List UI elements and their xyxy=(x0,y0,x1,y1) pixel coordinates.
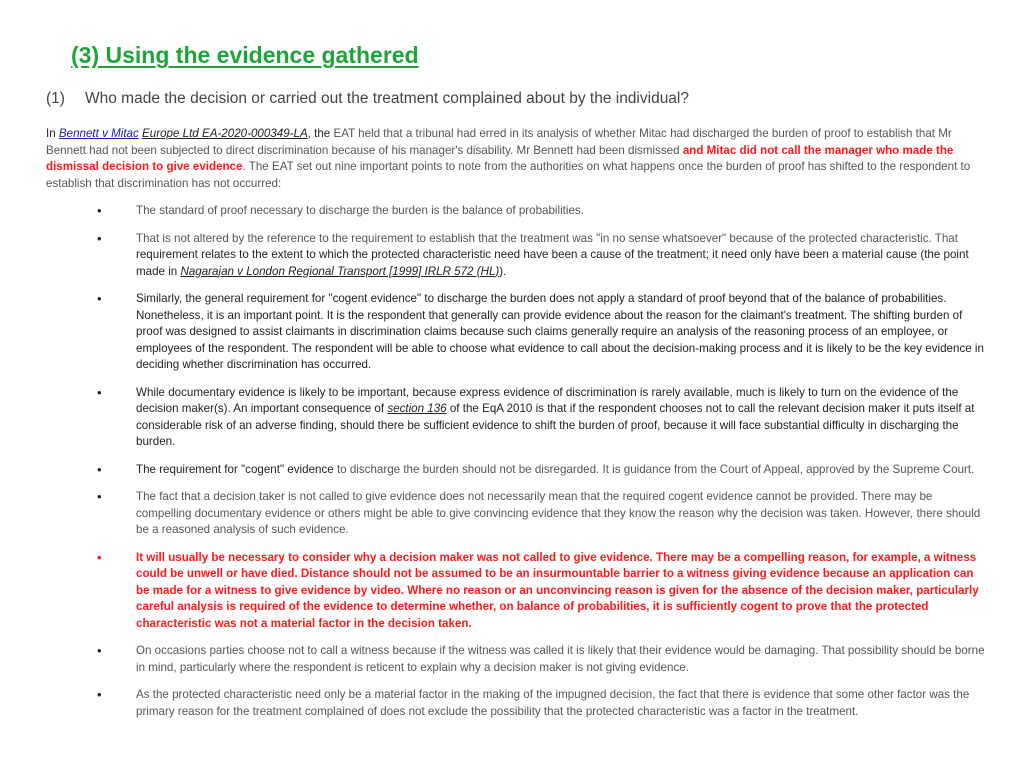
bullet-text-end: ). xyxy=(499,264,507,278)
bullet-icon: • xyxy=(97,643,102,658)
list-item xyxy=(97,687,987,720)
section-136-reference: section 136 xyxy=(387,402,447,415)
case-reference: Europe Ltd EA-2020-000349-LA xyxy=(142,127,308,140)
bullet-text: While documentary evidence is likely to be important, because express evidence of discrimination is rarely available, much is likely to turn on the evidence of the decision maker(s). An important consequence of xyxy=(136,385,959,415)
list-item xyxy=(97,643,987,676)
bullet-text: Similarly, the general requirement for "cogent evidence" to discharge the burden does not apply a standard of proof beyond that of the balance of probabilities. Nonetheless, it is an important point. It is the respondent that generally can provide evidence about the reason for the claimant's treatment. The shifting burden of proof was designed to assist claimants in discrimination claims because such claims generally require an analysis of the reasoning process of an employee, or employees of the respondent. The respondent will be able to choose what evidence to call about the decision-making process and it is likely to be the key evidence in deciding whether discrimination has occurred. xyxy=(136,292,984,371)
question-heading xyxy=(46,90,689,108)
bullet-icon: • xyxy=(97,230,102,246)
intro-red-emphasis: and Mitac did not call the manager who made the dismissal decision to give evidence xyxy=(46,143,954,173)
bullet-text: It will usually be necessary to consider why a decision maker was not called to give evidence. There may be a compelling reason, for example, a witness could be unwell or have died. Distance should not be assumed to be an insurmountable barrier to a witness giving evidence because an application can be made for a witness to give evidence by video. Where no reason or an unconvincing reason is given for the absence of the decision maker, particularly careful analysis is required of the evidence to determine whether, on balance of probabilities, it is sufficiently cogent to prove that the protected characteristic was not a material factor in the decision taken. xyxy=(136,550,979,630)
bullet-text: to discharge the burden should not be disregarded. It is guidance from the Court of Appeal, approved by the Supreme Court. xyxy=(333,462,975,476)
bullet-icon: • xyxy=(97,687,102,702)
bullet-icon: • xyxy=(97,384,102,400)
list-item xyxy=(97,384,987,451)
bullet-text: The standard of proof necessary to discharge the burden is the balance of probabilities. xyxy=(136,204,584,217)
intro-in: In xyxy=(46,127,59,140)
principles-list xyxy=(0,203,1024,731)
list-item xyxy=(97,230,987,281)
case-link-bennett[interactable]: Bennett v Mitac xyxy=(58,127,139,140)
bullet-text: That is not altered by the reference to the requirement to establish that the treatment was "in no sense whatsoever" because of the protected characteristic. That xyxy=(136,231,958,245)
bullet-text-dark: The requirement for "cogent" evidence xyxy=(136,462,334,476)
question-number: (1) xyxy=(46,90,65,107)
intro-text-1: EAT held that a tribunal had erred in its analysis of whether Mitac had discharged the burden of proof to establish that Mr Bennett had not been subjected to direct discrimination because of his manager's disability. Mr Bennett had been dismissed xyxy=(46,127,952,157)
question-text: Who made the decision or carried out the treatment complained about by the individual? xyxy=(85,90,689,107)
page-title: (3) Using the evidence gathered xyxy=(71,42,419,68)
bullet-text: On occasions parties choose not to call a witness because if the witness was called it is likely that their evidence would be damaging. That possibility should be borne in mind, particularly where the respondent is reticent to explain why a decision maker is not giving evidence. xyxy=(136,644,985,674)
bullet-icon: • xyxy=(97,291,102,306)
bullet-icon: • xyxy=(97,461,102,477)
intro-text-2: . The EAT set out nine important points to note from the authorities on what happens once the burden of proof has shifted to the respondent to establish that discrimination has not occurred: xyxy=(46,160,971,190)
bullet-icon: • xyxy=(97,489,102,504)
intro-paragraph xyxy=(46,126,992,192)
intro-comma-the: , the xyxy=(307,127,334,140)
list-item xyxy=(97,291,987,374)
bullet-text-dark: requirement relates to the extent to which the protected characteristic need have been a cause of the treatment; it need only have been a material cause (the point made in xyxy=(136,248,969,278)
bullet-text: As the protected characteristic need only be a material factor in the making of the impugned decision, the fact that there is evidence that some other factor was the primary reason for the treatment complained of does not exclude the possibility that the protected characteristic was a factor in the treatment. xyxy=(136,688,970,718)
bullet-text-cont: of the EqA 2010 is that if the respondent chooses not to call the relevant decision maker it puts itself at considerable risk of an adverse finding, should there be sufficient evidence to shift the burden of proof, because it will face substantial difficulty in discharging the burden. xyxy=(136,402,975,448)
case-reference-nagarajan: Nagarajan v London Regional Transport [1999] IRLR 572 (HL) xyxy=(180,264,500,278)
list-item xyxy=(97,461,987,479)
bullet-text: The fact that a decision taker is not called to give evidence does not necessarily mean that the required cogent evidence cannot be provided. There may be compelling documentary evidence or others might be able to give convincing evidence that they know the reason why the decision was taken. However, there should be a reasoned analysis of such evidence. xyxy=(136,490,981,536)
list-item xyxy=(97,489,987,539)
bullet-icon: • xyxy=(97,203,102,218)
list-item-emphasis xyxy=(97,549,987,633)
bullet-icon: • xyxy=(97,549,102,565)
list-item xyxy=(97,203,987,220)
